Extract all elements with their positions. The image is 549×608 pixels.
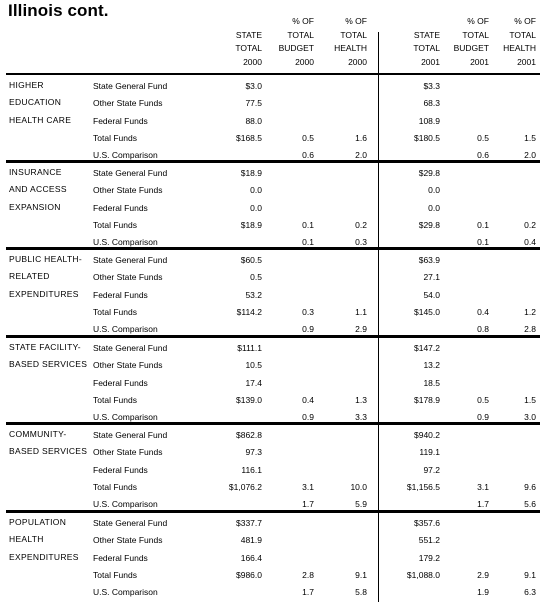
table-cell: $337.7 (236, 518, 262, 528)
table-cell: $63.9 (418, 255, 440, 265)
table-cell: 2.0 (355, 150, 367, 161)
column-header-line: HEALTH (503, 43, 536, 54)
section-label: EXPENDITURES (9, 288, 79, 299)
table-cell: $357.6 (414, 518, 440, 528)
column-header (235, 29, 262, 70)
table-cell: 116.1 (241, 464, 262, 475)
section-label: HEALTH (9, 534, 44, 545)
table-cell: 108.9 (418, 115, 440, 126)
column-header-line: BUDGET (278, 43, 314, 54)
table-cell: $114.2 (236, 306, 262, 317)
table-cell: 2.8 (302, 569, 314, 580)
table-cell: 97.2 (423, 464, 440, 475)
table-cell: $147.2 (414, 343, 440, 353)
table-cell: 88.0 (245, 115, 262, 126)
column-header-line: TOTAL (413, 43, 440, 54)
section-label: AND ACCESS (9, 184, 67, 195)
table-cell: 551.2 (418, 535, 440, 546)
table-cell: 481.9 (240, 535, 262, 546)
section-rule (6, 73, 540, 75)
column-header-line: TOTAL (462, 29, 489, 40)
column-header (454, 15, 489, 70)
table-cell: 0.8 (477, 324, 489, 335)
table-cell: 1.3 (355, 394, 367, 405)
table-cell: 0.1 (302, 237, 314, 248)
table-cell: 0.1 (477, 237, 489, 248)
table-cell: 0.0 (250, 202, 262, 213)
section-label: EDUCATION (9, 97, 62, 108)
column-header-line: 2001 (470, 57, 489, 68)
section-label: PUBLIC HEALTH- (9, 254, 83, 264)
table-cell: 18.5 (423, 377, 440, 388)
section-label: STATE FACILITY- (9, 342, 81, 352)
table-cell: 1.6 (355, 132, 367, 143)
section-label: COMMUNITY- (9, 429, 67, 439)
fund-name: Total Funds (93, 306, 137, 317)
table-cell: 119.1 (419, 447, 440, 458)
table-cell: $180.5 (414, 132, 440, 143)
fund-name: State General Fund (93, 168, 168, 178)
table-cell: 1.2 (524, 306, 536, 317)
column-header-line: 2000 (295, 57, 314, 68)
table-cell: 17.4 (245, 377, 262, 388)
table-cell: 10.5 (245, 360, 262, 371)
column-header-line: % OF (514, 15, 536, 26)
table-cell: 68.3 (423, 98, 440, 109)
fund-name: Federal Funds (93, 377, 148, 388)
table-cell: 5.6 (524, 499, 536, 510)
table-cell: 0.2 (355, 219, 367, 230)
table-cell: $178.9 (414, 394, 440, 405)
table-cell: $1,088.0 (406, 569, 440, 580)
table-cell: 0.3 (355, 237, 367, 248)
table-cell: 2.0 (524, 150, 536, 161)
table-cell: 0.3 (302, 306, 314, 317)
table-cell: 0.1 (302, 219, 314, 230)
fund-name: Other State Funds (93, 360, 163, 371)
table-cell: 2.9 (355, 324, 367, 335)
fund-name: U.S. Comparison (93, 150, 158, 161)
fund-name: U.S. Comparison (93, 412, 158, 423)
fund-name: Total Funds (93, 569, 137, 580)
year-divider (378, 32, 379, 602)
table-cell: $986.0 (236, 569, 262, 580)
column-header-line: % OF (292, 15, 314, 26)
column-header-line: STATE (235, 29, 262, 40)
table-cell: 0.5 (477, 394, 489, 405)
table-cell: 53.2 (245, 289, 262, 300)
table-cell: 0.9 (477, 412, 489, 423)
column-header (279, 15, 314, 70)
table-cell: 5.9 (355, 499, 367, 510)
fund-name: U.S. Comparison (93, 324, 158, 335)
table-cell: 27.1 (423, 272, 440, 283)
section-label: BASED SERVICES (9, 359, 88, 370)
table-cell: 54.0 (423, 289, 440, 300)
table-cell: $3.0 (245, 81, 262, 91)
page-title: Illinois cont. (8, 1, 109, 20)
column-header (334, 15, 367, 70)
fund-name: State General Fund (93, 255, 168, 265)
fund-name: Total Funds (93, 481, 137, 492)
table-cell: $111.1 (237, 343, 262, 353)
table-cell: $1,156.5 (406, 481, 440, 492)
column-header-line: STATE (413, 29, 440, 40)
table-cell: 1.5 (524, 394, 536, 405)
table-cell: 0.4 (477, 306, 489, 317)
fund-name: Total Funds (93, 132, 137, 143)
table-cell: 0.5 (477, 132, 489, 143)
table-cell: $145.0 (414, 306, 440, 317)
table-cell: 0.1 (477, 219, 489, 230)
column-header-line: TOTAL (287, 29, 314, 40)
fund-name: U.S. Comparison (93, 587, 158, 598)
section-rule (6, 422, 540, 425)
table-cell: 13.2 (423, 360, 440, 371)
column-header-line: TOTAL (509, 29, 536, 40)
section-rule (6, 510, 540, 513)
table-cell: 0.2 (524, 219, 536, 230)
column-header-line: 2001 (421, 57, 440, 68)
fund-name: Other State Funds (93, 98, 163, 109)
fund-name: U.S. Comparison (93, 237, 158, 248)
table-cell: 1.7 (477, 499, 489, 510)
table-cell: $60.5 (240, 255, 262, 265)
table-cell: 1.7 (302, 499, 314, 510)
fund-name: Other State Funds (93, 185, 163, 196)
table-cell: 0.6 (477, 150, 489, 161)
section-label: POPULATION (9, 517, 67, 527)
table-cell: 0.5 (250, 272, 262, 283)
table-cell: $29.8 (418, 219, 440, 230)
fund-name: Total Funds (93, 219, 137, 230)
table-cell: 9.6 (524, 481, 536, 492)
table-cell: 3.1 (477, 481, 489, 492)
table-cell: $139.0 (236, 394, 262, 405)
column-header-line: % OF (467, 15, 489, 26)
fund-name: Federal Funds (93, 115, 148, 126)
table-cell: 9.1 (524, 569, 536, 580)
table-cell: $1,076.2 (228, 481, 262, 492)
table-cell: 97.3 (245, 447, 262, 458)
section-rule (6, 247, 540, 250)
table-cell: 2.8 (524, 324, 536, 335)
column-header-line: HEALTH (334, 43, 367, 54)
column-header (503, 15, 536, 70)
table-cell: 0.9 (302, 412, 314, 423)
table-cell: 0.5 (302, 132, 314, 143)
column-header-line: BUDGET (453, 43, 489, 54)
fund-name: State General Fund (93, 343, 168, 353)
fund-name: State General Fund (93, 81, 168, 91)
table-cell: $3.3 (423, 81, 440, 91)
table-cell: 1.7 (302, 587, 314, 598)
table-cell: 0.9 (302, 324, 314, 335)
table-cell: 5.8 (355, 587, 367, 598)
section-label: INSURANCE (9, 167, 62, 177)
table-cell: 3.1 (302, 481, 314, 492)
table-cell: $18.9 (240, 219, 262, 230)
fund-name: Federal Funds (93, 202, 148, 213)
fund-name: Total Funds (93, 394, 137, 405)
section-label: HIGHER (9, 80, 44, 90)
fund-name: Federal Funds (93, 289, 148, 300)
table-cell: 0.0 (428, 202, 440, 213)
table-cell: 0.0 (428, 185, 440, 196)
fund-name: Other State Funds (93, 272, 163, 283)
fund-name: State General Fund (93, 430, 168, 440)
table-cell: 10.0 (350, 481, 367, 492)
fund-name: Other State Funds (93, 447, 163, 458)
section-rule (6, 335, 540, 338)
column-header-line: 2000 (243, 57, 262, 68)
fund-name: Federal Funds (93, 464, 148, 475)
fund-name: State General Fund (93, 518, 168, 528)
table-cell: $940.2 (414, 430, 440, 440)
table-cell: 179.2 (418, 552, 440, 563)
table-cell: $29.8 (418, 168, 440, 178)
table-cell: 77.5 (245, 98, 262, 109)
section-label: EXPANSION (9, 201, 61, 212)
table-cell: 3.0 (524, 412, 536, 423)
table-cell: 1.5 (524, 132, 536, 143)
column-header-line: 2001 (517, 57, 536, 68)
table-cell: 0.0 (250, 185, 262, 196)
fund-name: Other State Funds (93, 535, 163, 546)
fund-name: Federal Funds (93, 552, 148, 563)
column-header-line: 2000 (348, 57, 367, 68)
section-rule (6, 160, 540, 163)
table-cell: 0.4 (524, 237, 536, 248)
table-cell: 0.6 (302, 150, 314, 161)
section-label: EXPENDITURES (9, 551, 79, 562)
table-cell: 0.4 (302, 394, 314, 405)
column-header (413, 29, 440, 70)
table-cell: 1.1 (355, 306, 367, 317)
table-cell: $168.5 (236, 132, 262, 143)
column-header-line: TOTAL (235, 43, 262, 54)
section-label: HEALTH CARE (9, 114, 72, 125)
table-cell: 166.4 (240, 552, 262, 563)
fund-name: U.S. Comparison (93, 499, 158, 510)
section-label: RELATED (9, 271, 50, 282)
table-cell: 3.3 (355, 412, 367, 423)
column-header-line: TOTAL (340, 29, 367, 40)
table-cell: 2.9 (477, 569, 489, 580)
table-cell: 6.3 (524, 587, 536, 598)
section-label: BASED SERVICES (9, 446, 88, 457)
column-header-line: % OF (345, 15, 367, 26)
table-cell: 9.1 (355, 569, 367, 580)
table-cell: $18.9 (240, 168, 262, 178)
table-cell: 1.9 (477, 587, 489, 598)
table-cell: $862.8 (236, 430, 262, 440)
